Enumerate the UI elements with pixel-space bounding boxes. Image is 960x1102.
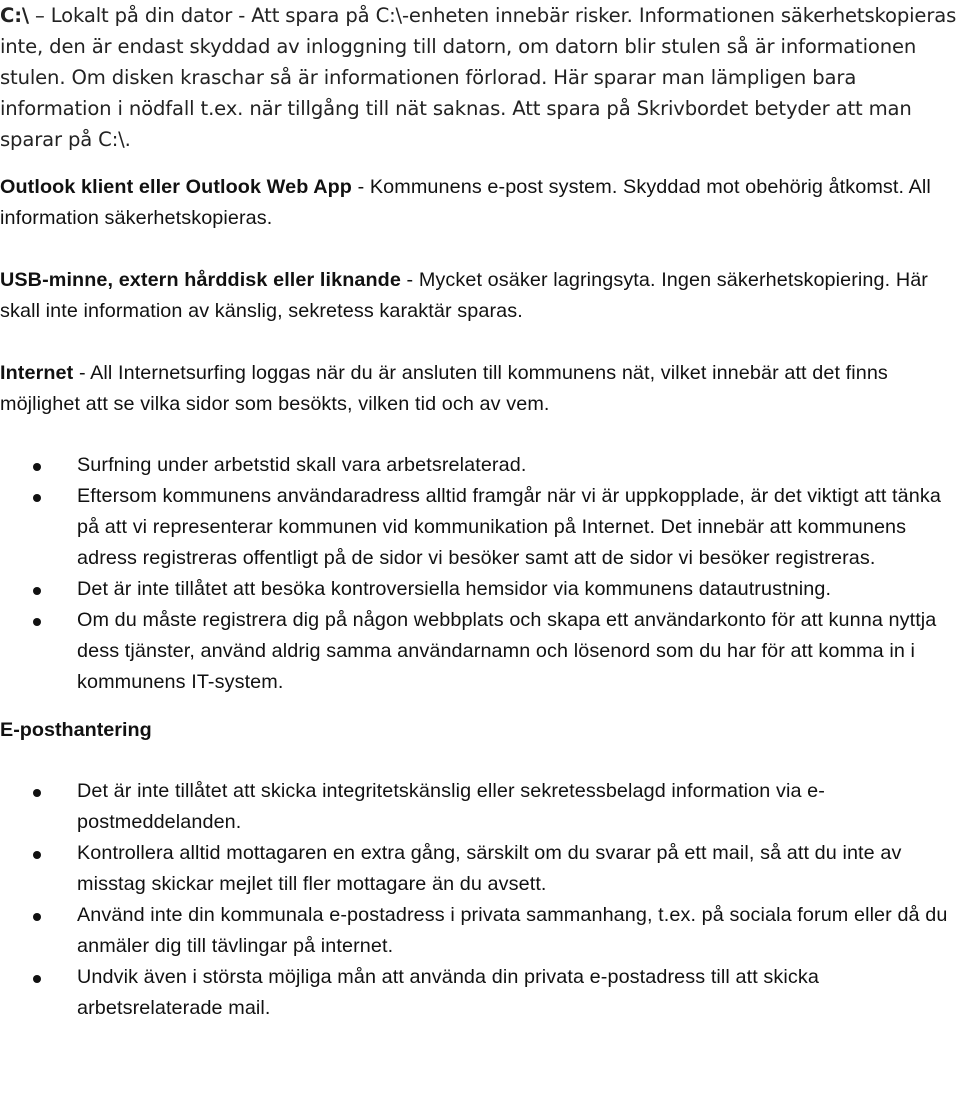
list-item-text: Om du måste registrera dig på någon webbplats och skapa ett användarkonto för att kunna nyttja dess tjänster, använd aldrig samma användarnamn och lösenord som du har för att komma in i kommunens IT-system. — [77, 609, 937, 693]
outlook-description: - Kommunens e-post system. Skyddad mot obehörig åtkomst. All information säkerhetskopieras. — [0, 176, 931, 229]
list-item-text: Använd inte din kommunala e-postadress i privata sammanhang, t.ex. på sociala forum eller då du anmäler dig till tävlingar på internet. — [77, 904, 948, 957]
c-drive-description: – Lokalt på din dator - Att spara på C:\-enheten innebär risker. Informationen säkerhetskopieras inte, den är endast skyddad av inloggning till datorn, om datorn blir stulen så är informationen stulen. Om disken kraschar så är informationen förlorad. Här sparar man lämpligen bara information i nödfall t.ex. när tillgång till nät saknas. Att spara på Skrivbordet betyder att man sparar på C:\. — [0, 4, 957, 151]
term-c-drive: C:\ — [0, 4, 29, 27]
email-bullet-list — [0, 776, 958, 1024]
usb-description: - Mycket osäker lagringsyta. Ingen säkerhetskopiering. Här skall inte information av känslig, sekretess karaktär sparas. — [0, 269, 928, 322]
list-item — [0, 900, 958, 962]
paragraph-usb — [0, 265, 958, 327]
internet-bullet-list — [0, 450, 958, 698]
list-item-text: Eftersom kommunens användaradress alltid framgår när vi är uppkopplade, är det viktigt att tänka på att vi representerar kommunen vid kommunikation på Internet. Det innebär att kommunens adress registreras offentligt på de sidor vi besöker samt att de sidor vi besöker registreras. — [77, 485, 941, 569]
list-item-text: Undvik även i största möjliga mån att använda din privata e-postadress till att skicka arbetsrelaterade mail. — [77, 966, 819, 1019]
list-item — [0, 481, 958, 574]
term-usb: USB-minne, extern hårddisk eller liknande — [0, 269, 401, 291]
list-item — [0, 838, 958, 900]
list-item — [0, 776, 958, 838]
section-heading-email: E-posthantering — [0, 719, 152, 741]
list-item — [0, 574, 958, 605]
list-item — [0, 450, 958, 481]
bullet-icon — [33, 913, 41, 921]
paragraph-c-drive — [0, 0, 958, 155]
list-item-text: Det är inte tillåtet att skicka integritetskänslig eller sekretessbelagd information via e-postmeddelanden. — [77, 780, 825, 833]
term-internet: Internet — [0, 362, 74, 384]
bullet-icon — [33, 789, 41, 797]
paragraph-outlook — [0, 172, 958, 234]
bullet-icon — [33, 587, 41, 595]
list-item-text: Det är inte tillåtet att besöka kontroversiella hemsidor via kommunens datautrustning. — [77, 578, 832, 600]
bullet-icon — [33, 463, 41, 471]
list-item-text: Kontrollera alltid mottagaren en extra gång, särskilt om du svarar på ett mail, så att du inte av misstag skickar mejlet till fler mottagare än du avsett. — [77, 842, 902, 895]
list-item — [0, 962, 958, 1024]
bullet-icon — [33, 618, 41, 626]
bullet-icon — [33, 975, 41, 983]
internet-description: - All Internetsurfing loggas när du är ansluten till kommunens nät, vilket innebär att det finns möjlighet att se vilka sidor som besökts, vilken tid och av vem. — [0, 362, 888, 415]
paragraph-internet — [0, 358, 958, 420]
term-outlook: Outlook klient eller Outlook Web App — [0, 176, 352, 198]
list-item-text: Surfning under arbetstid skall vara arbetsrelaterad. — [77, 454, 527, 476]
bullet-icon — [33, 851, 41, 859]
list-item — [0, 605, 958, 698]
bullet-icon — [33, 494, 41, 502]
